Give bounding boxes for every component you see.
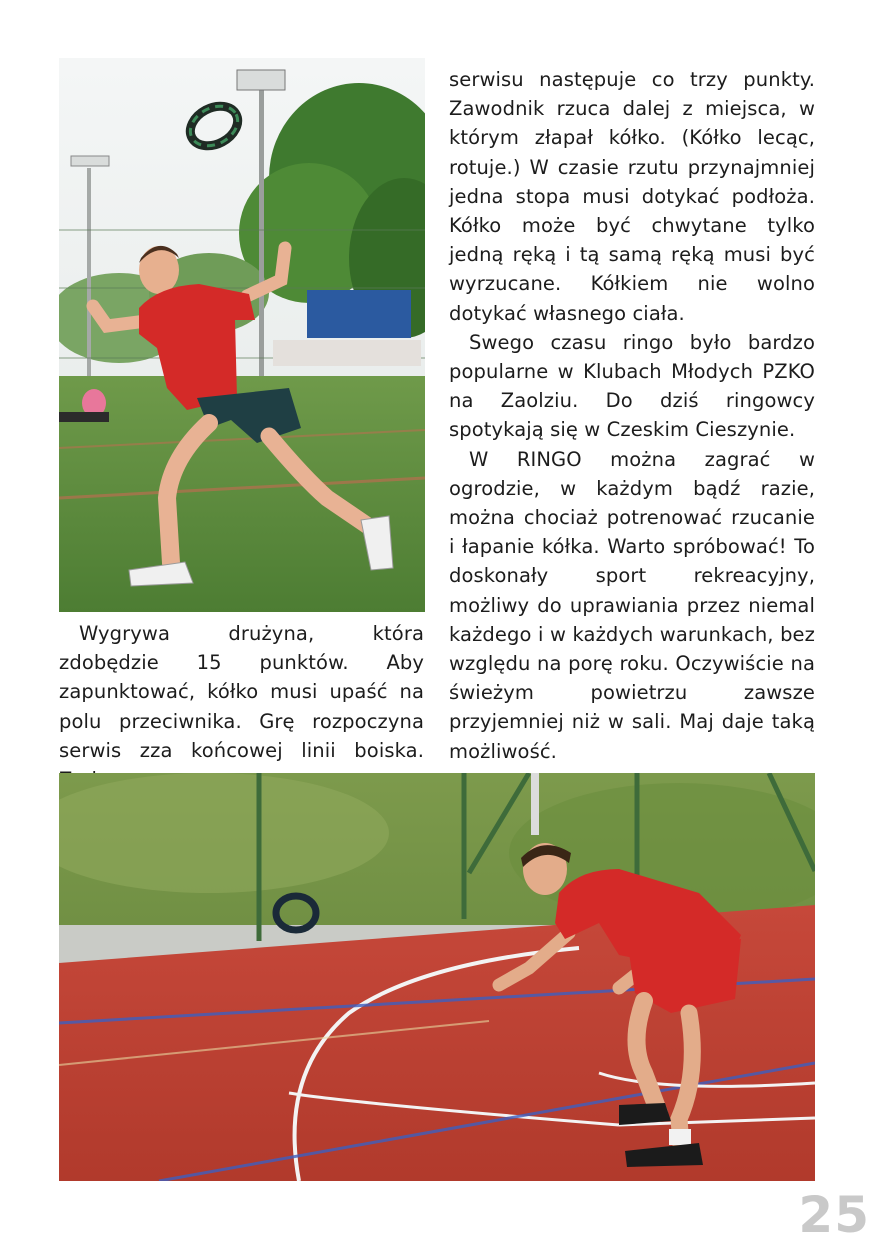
paragraph-rules: Wygrywa drużyna, która zdobędzie 15 punktów. Aby zapunktować, kółko musi upaść na polu przeciwnika. Grę rozpoczyna serwis zza końcowej linii boiska. [59,622,424,762]
paragraph-pzko: Swego czasu ringo było bardzo popularne w Klubach Młodych PZKO na Zaolziu. Do dziś ringowcy spotykają się w Czeskim Cieszynie. [449,330,815,442]
left-column-text [59,619,424,794]
ringo-thrower-photo [59,58,425,612]
page-number: 25 [798,1186,870,1244]
paragraph-garden: W RINGO można zagrać w ogrodzie, w każdym bądź razie, można chociaż potrenować rzucanie i łapanie kółka. Warto spróbować! To doskonały sport rekreacyjny, możliwy do uprawiania przez niemal każdego i w każdych warunkach, bez względu na porę roku. Oczywiście na świeżym powietrzu zawsze przyjemniej niż w sali. Maj daje taką możliwość. [449,447,815,763]
paragraph-continued: serwisu następuje co trzy punkty. Zawodnik rzuca dalej z miejsca, w którym złapał kółko. (Kółko lecąc, rotuje.) W czasie rzutu przynajmniej jedna stopa musi dotykać podłoża. Kółko może być chwytane tylko jedną ręką i tą samą ręką musi być wyrzucane. Kółkiem nie wolno dotykać własnego ciała. [449,68,815,325]
right-column-text [449,65,815,766]
ringo-catcher-photo [59,773,815,1181]
